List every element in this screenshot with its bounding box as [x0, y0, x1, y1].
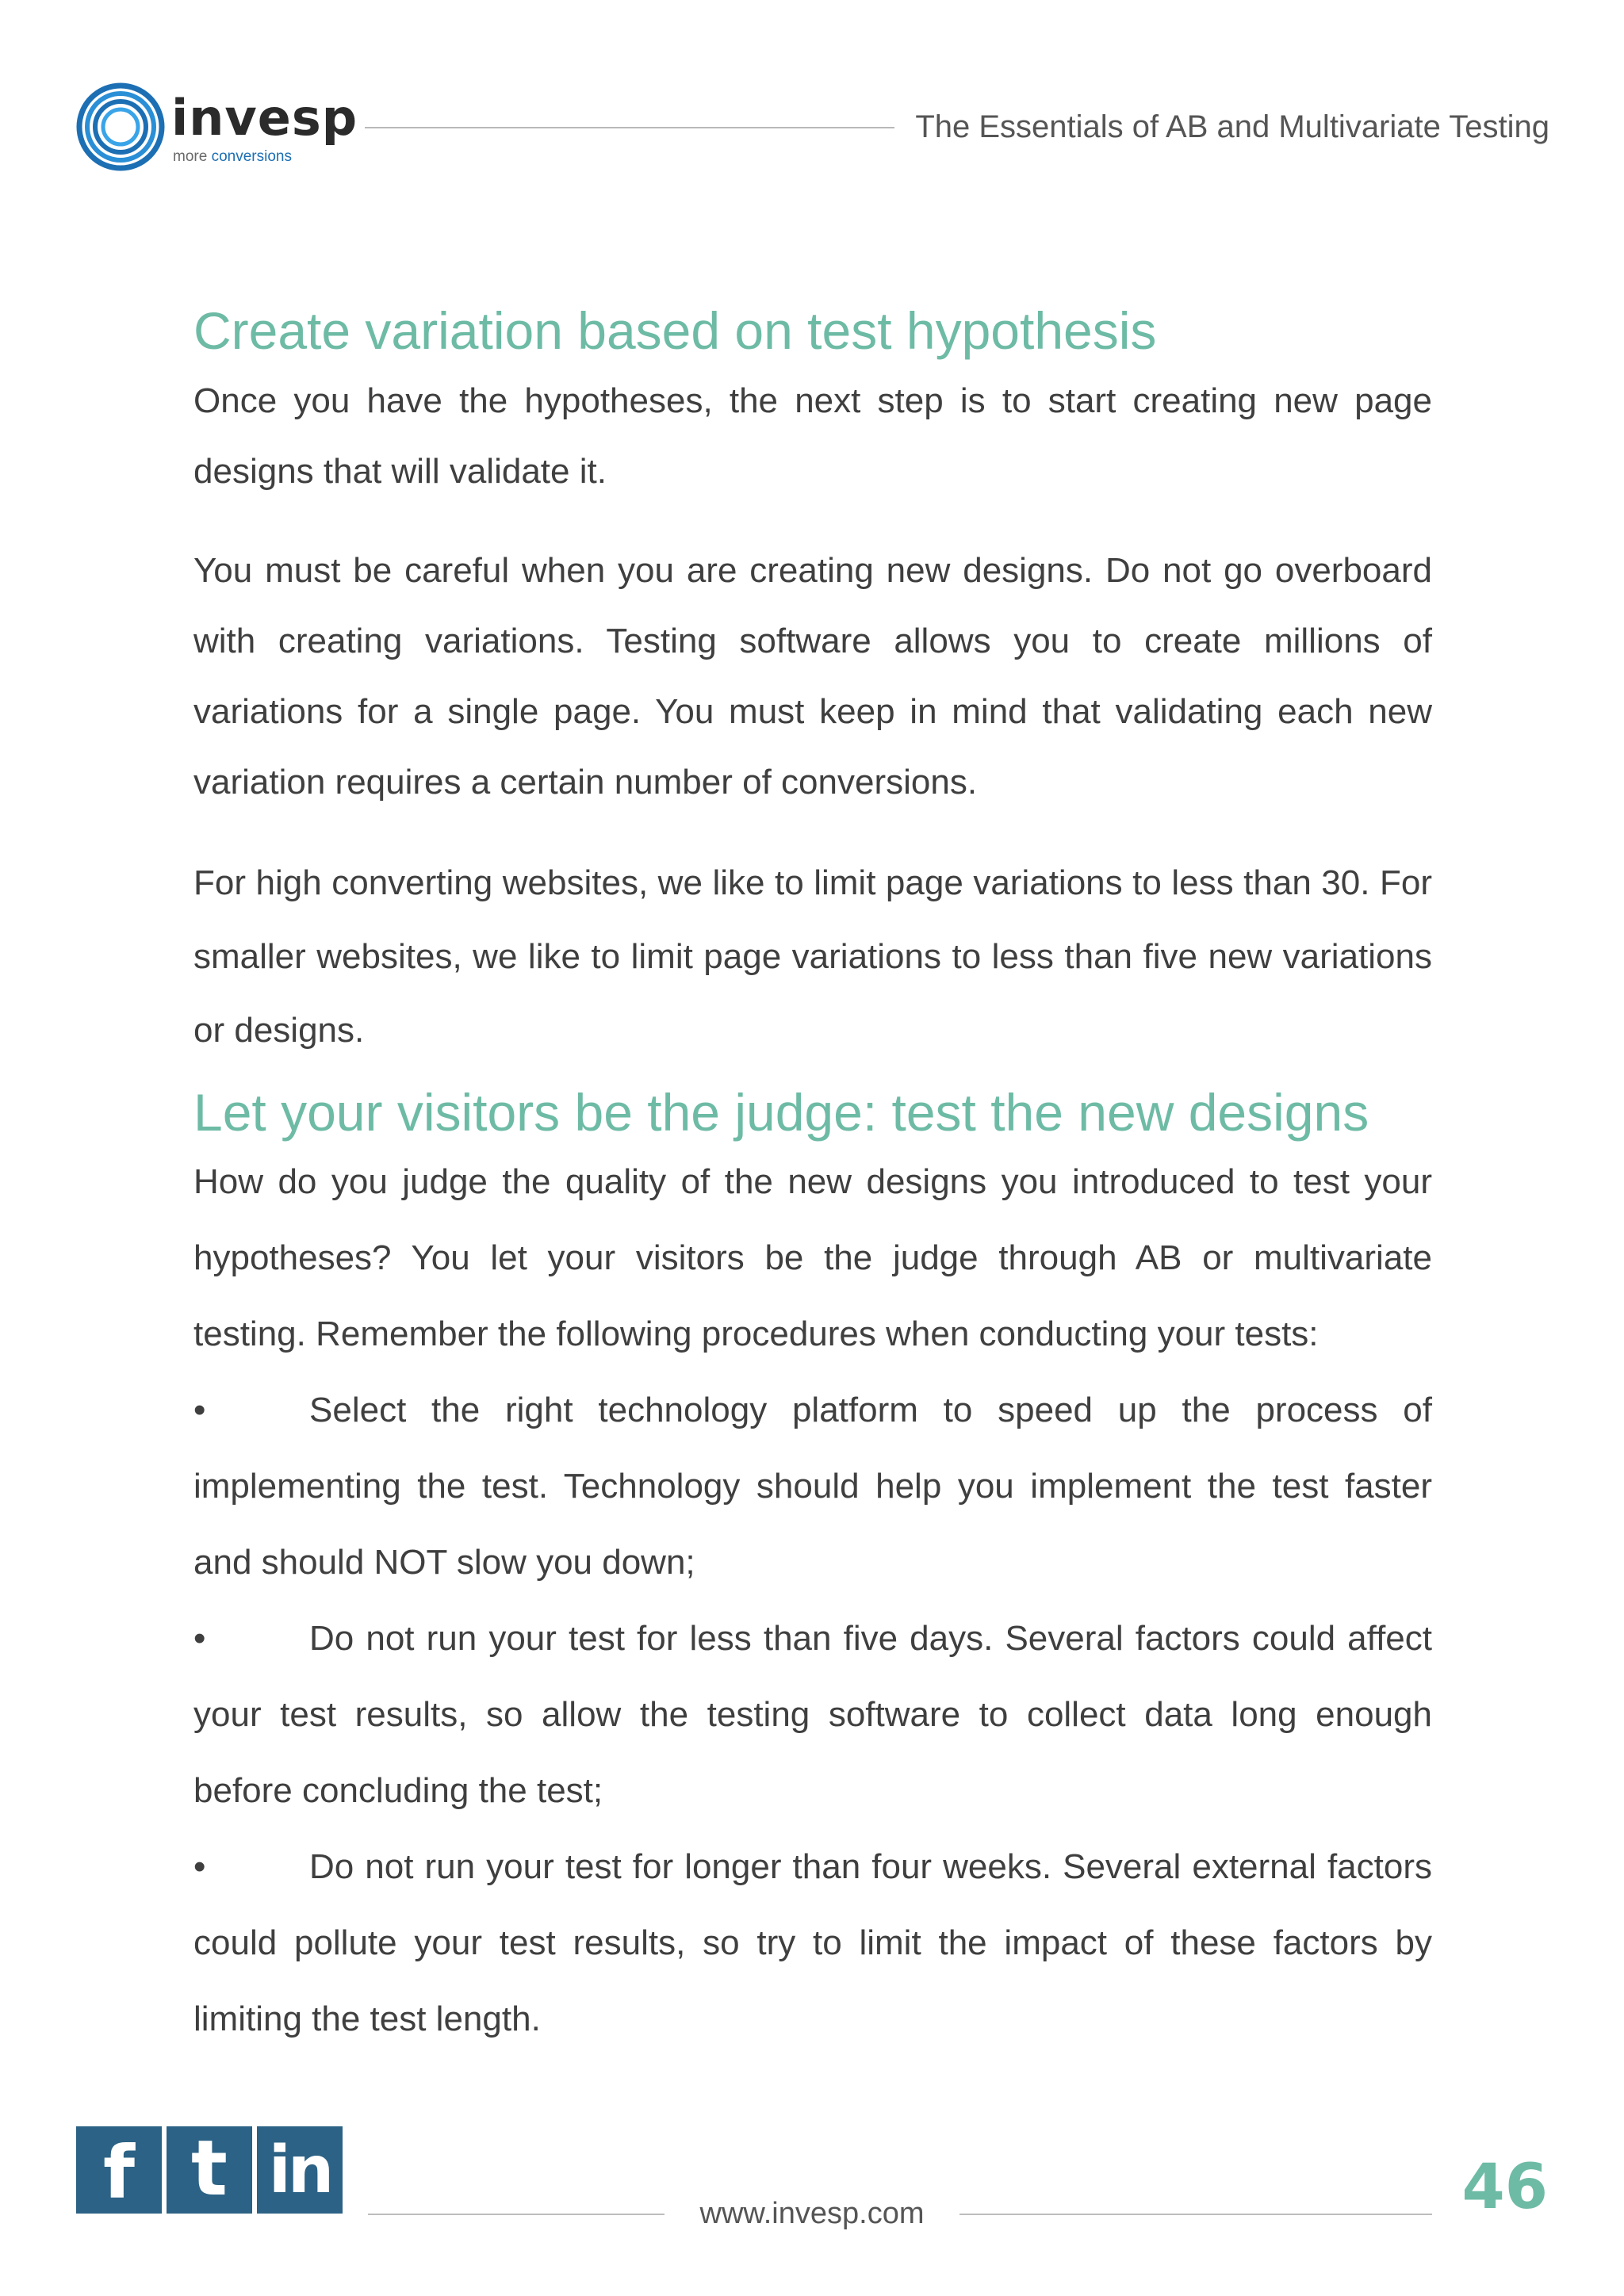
logo-wordmark: invesp — [171, 89, 358, 147]
section1-paragraph-3: For high converting websites, we like to limit page variations to less than 30. For smaller websites, we like to limit page variations to less than five new variations or designs. — [193, 863, 1432, 1050]
section2-heading: Let your visitors be the judge: test the new designs — [193, 1083, 1369, 1142]
section1-paragraph-2: You must be careful when you are creating new designs. Do not go overboard with creating variations. Testing software allows you to create millions of variations for a single page. You must keep in mind that validating each new variation requires a certain number of conversions. — [193, 551, 1432, 802]
document-title: The Essentials of AB and Multivariate Testing — [915, 109, 1549, 144]
page-content — [193, 300, 1432, 2057]
page-number: 46 — [1461, 2152, 1548, 2223]
invesp-logo — [76, 82, 358, 178]
header-divider — [365, 127, 894, 128]
footer-divider-right — [959, 2214, 1432, 2215]
bullet-item — [193, 1601, 1432, 1829]
bullet-text: Do not run your test for less than five days. Several factors could affect your test results, so allow the testing software to collect data long enough before concluding the test; — [193, 1619, 1432, 1811]
bullet-marker: • — [193, 1619, 206, 1659]
bullet-text: Do not run your test for longer than four weeks. Several external factors could pollute your test results, so try to limit the impact of these factors by limiting the test length. — [193, 1847, 1432, 2039]
bullet-marker: • — [193, 1391, 206, 1430]
section2-intro: How do you judge the quality of the new designs you introduced to test your hypotheses? You let your visitors be the judge through AB or multivariate testing. Remember the following procedures when conducting your tests: — [193, 1162, 1432, 1354]
bullet-marker: • — [193, 1847, 206, 1887]
section1-heading: Create variation based on test hypothesis — [193, 301, 1157, 360]
facebook-icon[interactable]: f — [76, 2126, 162, 2214]
section1-paragraph-1: Once you have the hypotheses, the next step is to start creating new page designs that will validate it. — [193, 381, 1432, 492]
logo-tagline — [173, 149, 292, 164]
logo-tagline-prefix: more — [173, 148, 212, 165]
linkedin-icon[interactable]: in — [257, 2126, 343, 2214]
logo-tagline-accent: conversions — [211, 148, 292, 165]
twitter-icon[interactable]: t — [167, 2126, 252, 2214]
footer-divider-left — [368, 2214, 665, 2215]
bullet-item — [193, 1829, 1432, 2057]
logo-rings-icon — [76, 82, 165, 171]
bullet-item — [193, 1372, 1432, 1601]
footer-website-link[interactable]: www.invesp.com — [699, 2197, 925, 2230]
bullet-text: Select the right technology platform to speed up the process of implementing the test. Technology should help you implement the test faster and should NOT slow you down; — [193, 1391, 1432, 1582]
